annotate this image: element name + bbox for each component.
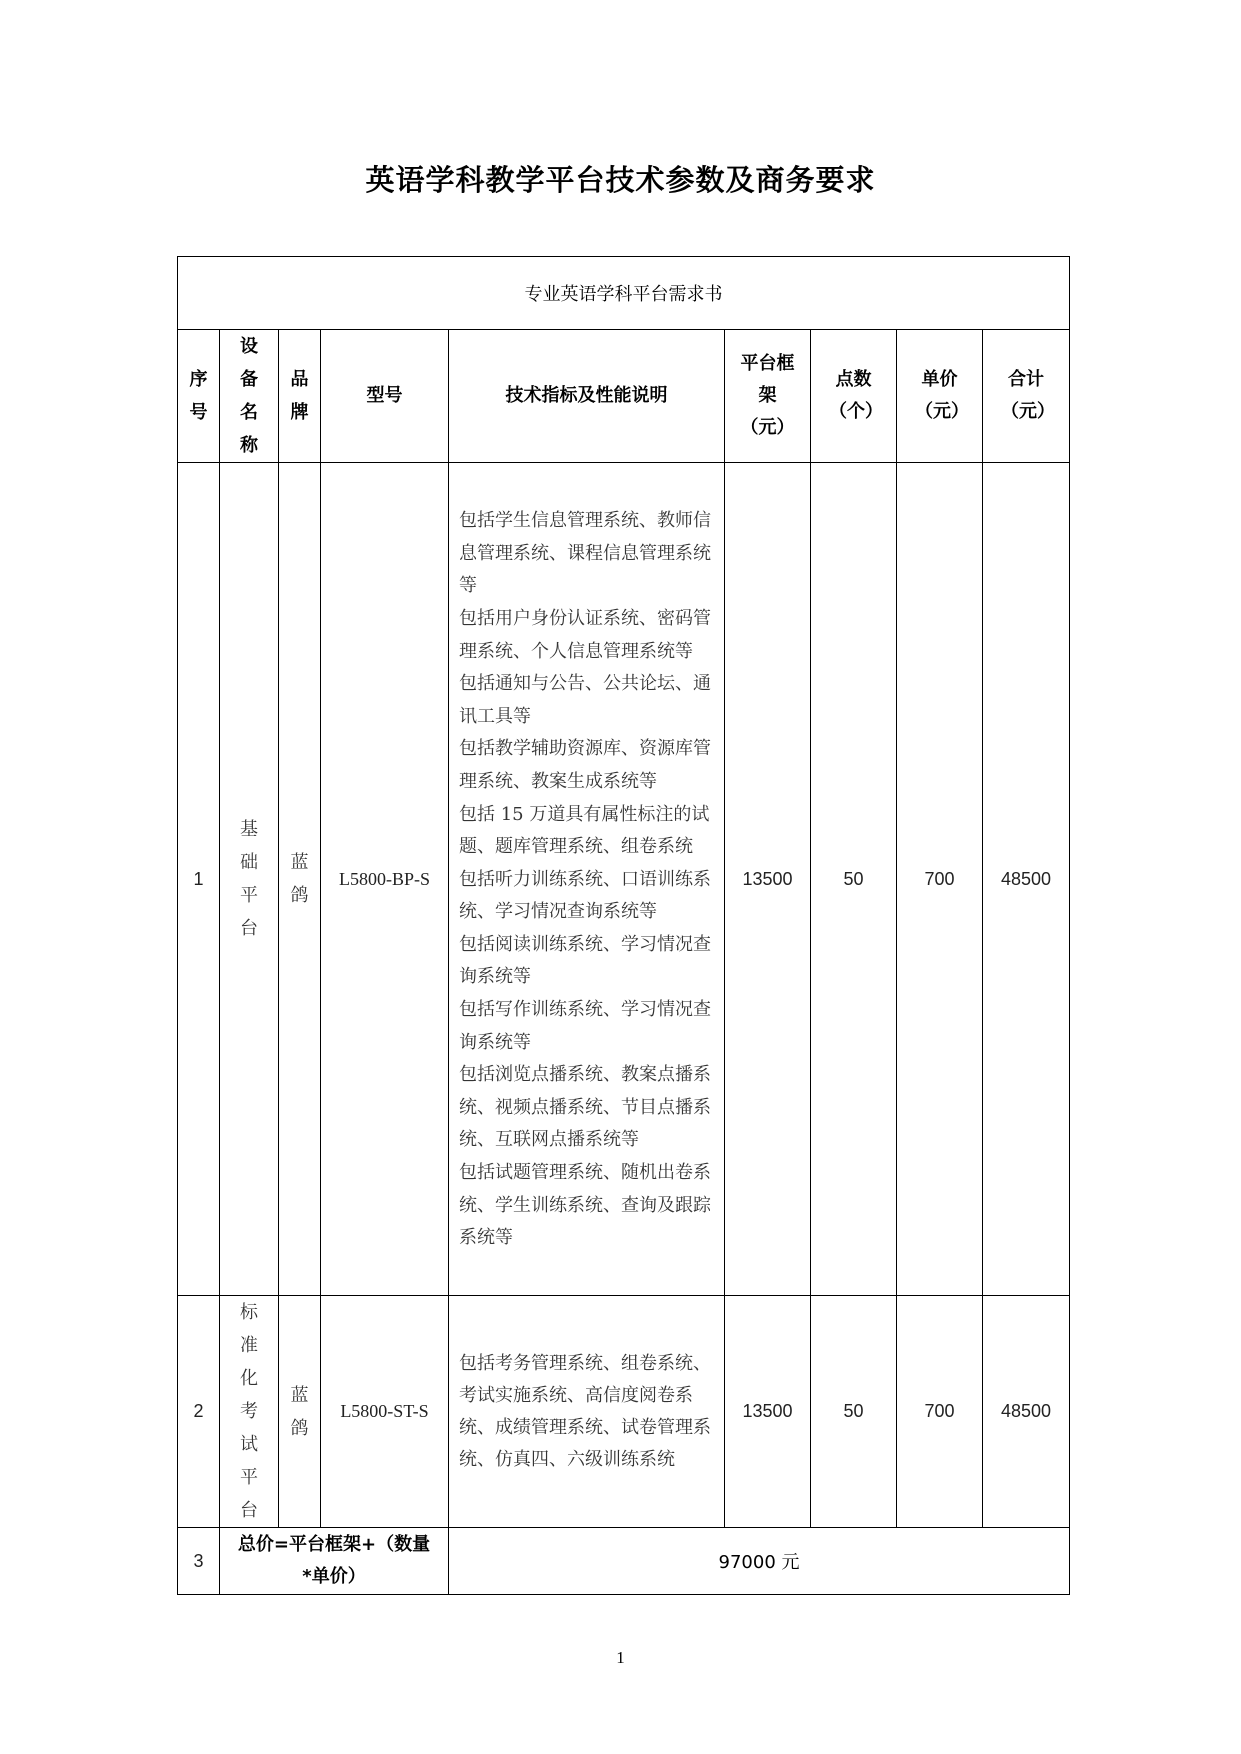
row-brand: 蓝鸽	[279, 1296, 321, 1528]
requirements-table	[177, 256, 1070, 1595]
header-points: 点数（个）	[811, 330, 897, 463]
header-total: 合计（元）	[983, 330, 1070, 463]
spec-item: 包括听力训练系统、口语训练系统、学习情况查询系统等	[459, 868, 711, 923]
row-total: 48500	[983, 1296, 1070, 1528]
spec-item: 包括教学辅助资源库、资源库管理系统、教案生成系统等	[459, 738, 711, 792]
row-spec	[449, 1296, 725, 1528]
spec-item: 包括 15 万道具有属性标注的试题、题库管理系统、组卷系统	[459, 803, 710, 858]
spec-item: 包括写作训练系统、学习情况查询系统等	[459, 999, 711, 1053]
table-row	[178, 1296, 1070, 1528]
header-name: 设备名称	[220, 330, 279, 463]
row-seq: 1	[178, 463, 220, 1296]
header-spec: 技术指标及性能说明	[449, 330, 725, 463]
row-frame-price: 13500	[725, 463, 811, 1296]
header-frame: 平台框架（元）	[725, 330, 811, 463]
row-device-name: 标准化考试平台	[220, 1296, 279, 1528]
row-points: 50	[811, 463, 897, 1296]
row-model: L5800-BP-S	[321, 463, 449, 1296]
summary-seq: 3	[178, 1528, 220, 1595]
row-seq: 2	[178, 1296, 220, 1528]
spec-item: 包括学生信息管理系统、教师信息管理系统、课程信息管理系统等	[459, 510, 711, 597]
row-unit-price: 700	[897, 463, 983, 1296]
table-caption: 专业英语学科平台需求书	[178, 257, 1070, 330]
summary-label: 总价=平台框架+（数量*单价）	[220, 1528, 449, 1595]
spec-item: 包括通知与公告、公共论坛、通讯工具等	[459, 673, 711, 727]
row-frame-price: 13500	[725, 1296, 811, 1528]
row-brand: 蓝鸽	[279, 463, 321, 1296]
table-row	[178, 463, 1070, 1296]
spec-item: 包括用户身份认证系统、密码管理系统、个人信息管理系统等	[459, 607, 711, 662]
summary-value: 97000 元	[449, 1528, 1070, 1595]
spec-item: 包括考务管理系统、组卷系统、考试实施系统、高信度阅卷系统、成绩管理系统、试卷管理系统、仿真四、六级训练系统	[459, 1352, 711, 1470]
page-title: 英语学科教学平台技术参数及商务要求	[365, 163, 876, 197]
row-total: 48500	[983, 463, 1070, 1296]
row-model: L5800-ST-S	[321, 1296, 449, 1528]
header-model: 型号	[321, 330, 449, 463]
page-number: 1	[616, 1648, 625, 1667]
summary-row	[178, 1528, 1070, 1595]
row-spec	[449, 463, 725, 1296]
row-unit-price: 700	[897, 1296, 983, 1528]
spec-item: 包括试题管理系统、随机出卷系统、学生训练系统、查询及跟踪系统等	[459, 1162, 711, 1249]
header-brand: 品牌	[279, 330, 321, 463]
row-points: 50	[811, 1296, 897, 1528]
spec-item: 包括浏览点播系统、教案点播系统、视频点播系统、节目点播系统、互联网点播系统等	[459, 1064, 711, 1151]
header-row	[178, 330, 1070, 463]
spec-item: 包括阅读训练系统、学习情况查询系统等	[459, 933, 711, 988]
row-device-name: 基础平台	[220, 463, 279, 1296]
header-seq: 序号	[178, 330, 220, 463]
header-unit-price: 单价（元）	[897, 330, 983, 463]
